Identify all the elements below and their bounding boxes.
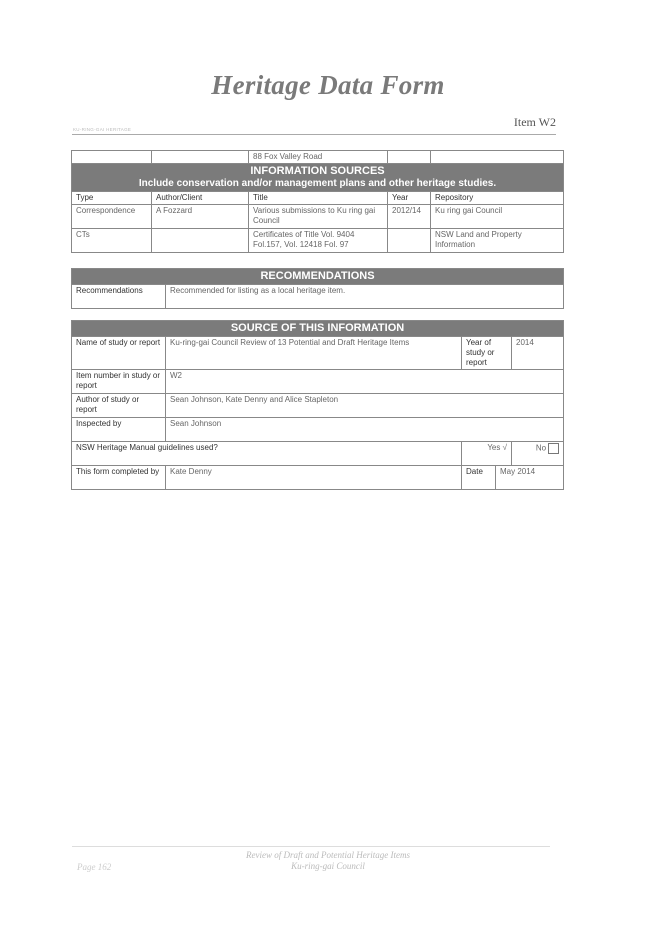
row2-repository: NSW Land and Property Information: [431, 229, 564, 253]
study-year-value: 2014: [512, 337, 564, 370]
address-cell-empty-3: [388, 151, 431, 164]
col-header-type: Type: [72, 192, 152, 205]
page-title: Heritage Data Form: [211, 70, 445, 100]
completed-label: This form completed by: [72, 466, 166, 490]
date-value: May 2014: [496, 466, 564, 490]
info-sources-header-row: [72, 192, 564, 205]
row2-type: CTs: [72, 229, 152, 253]
table-row: [72, 205, 564, 229]
row2-title: Certificates of Title Vol. 9404 Fol.157, Vol. 12418 Fol. 97: [249, 229, 388, 253]
recommendations-value: Recommended for listing as a local heritage item.: [166, 285, 564, 309]
footer-line-1: Review of Draft and Potential Heritage Items: [246, 850, 410, 860]
row1-author: A Fozzard: [152, 205, 249, 229]
item-number-label: Item W2: [513, 115, 556, 129]
col-header-repository: Repository: [431, 192, 564, 205]
address-cell-empty-4: [431, 151, 564, 164]
date-label: Date: [462, 466, 496, 490]
recommendations-label: Recommendations: [72, 285, 166, 309]
guidelines-row: [72, 442, 564, 466]
address-row: [72, 151, 564, 164]
footer-page-number: Page 162: [77, 862, 112, 872]
guidelines-no: [512, 442, 564, 466]
info-sources-heading: INFORMATION SOURCES: [250, 165, 385, 177]
item-number-row: [72, 370, 564, 394]
no-checkbox[interactable]: [548, 443, 559, 454]
inspected-value: Sean Johnson: [166, 418, 564, 442]
row1-title: Various submissions to Ku ring gai Council: [249, 205, 388, 229]
completed-value: Kate Denny: [166, 466, 462, 490]
col-header-title: Title: [249, 192, 388, 205]
author-row: [72, 394, 564, 418]
source-heading: SOURCE OF THIS INFORMATION: [230, 322, 405, 334]
study-year-label: Year of study or report: [462, 337, 512, 370]
no-label: No: [535, 443, 547, 453]
footer-rule: [72, 846, 550, 847]
item-number-value: W2: [166, 370, 564, 394]
author-label: Author of study or report: [72, 394, 166, 418]
completed-row: [72, 466, 564, 490]
information-sources-table: [71, 150, 564, 253]
address-title: 88 Fox Valley Road: [249, 151, 388, 164]
header-rule: [72, 134, 556, 135]
row2-year: [388, 229, 431, 253]
inspected-row: [72, 418, 564, 442]
yes-label: Yes √: [487, 443, 507, 453]
source-band: [72, 321, 564, 337]
row1-type: Correspondence: [72, 205, 152, 229]
row1-repository: Ku ring gai Council: [431, 205, 564, 229]
table-row: [72, 229, 564, 253]
header-small-note: KU-RING-GAI HERITAGE: [73, 127, 132, 132]
source-information-table: [71, 320, 564, 490]
study-name-value: Ku-ring-gai Council Review of 13 Potential and Draft Heritage Items: [166, 337, 462, 370]
recommendations-row: [72, 285, 564, 309]
info-sources-band: [72, 164, 564, 192]
recommendations-heading: RECOMMENDATIONS: [260, 270, 375, 282]
address-cell-empty-2: [152, 151, 249, 164]
recommendations-table: [71, 268, 564, 309]
row1-year: 2012/14: [388, 205, 431, 229]
footer-line-2: Ku-ring-gai Council: [291, 861, 365, 872]
address-cell-empty-1: [72, 151, 152, 164]
author-value: Sean Johnson, Kate Denny and Alice Stapleton: [166, 394, 564, 418]
recommendations-band: [72, 269, 564, 285]
col-header-year: Year: [388, 192, 431, 205]
guidelines-yes: [462, 442, 512, 466]
inspected-label: Inspected by: [72, 418, 166, 442]
item-number-field-label: Item number in study or report: [72, 370, 166, 394]
col-header-author: Author/Client: [152, 192, 249, 205]
row2-author: [152, 229, 249, 253]
info-sources-subheading: Include conservation and/or management plans and other heritage studies.: [138, 178, 497, 190]
guidelines-label: NSW Heritage Manual guidelines used?: [72, 442, 462, 466]
study-name-row: [72, 337, 564, 370]
study-name-label: Name of study or report: [72, 337, 166, 370]
